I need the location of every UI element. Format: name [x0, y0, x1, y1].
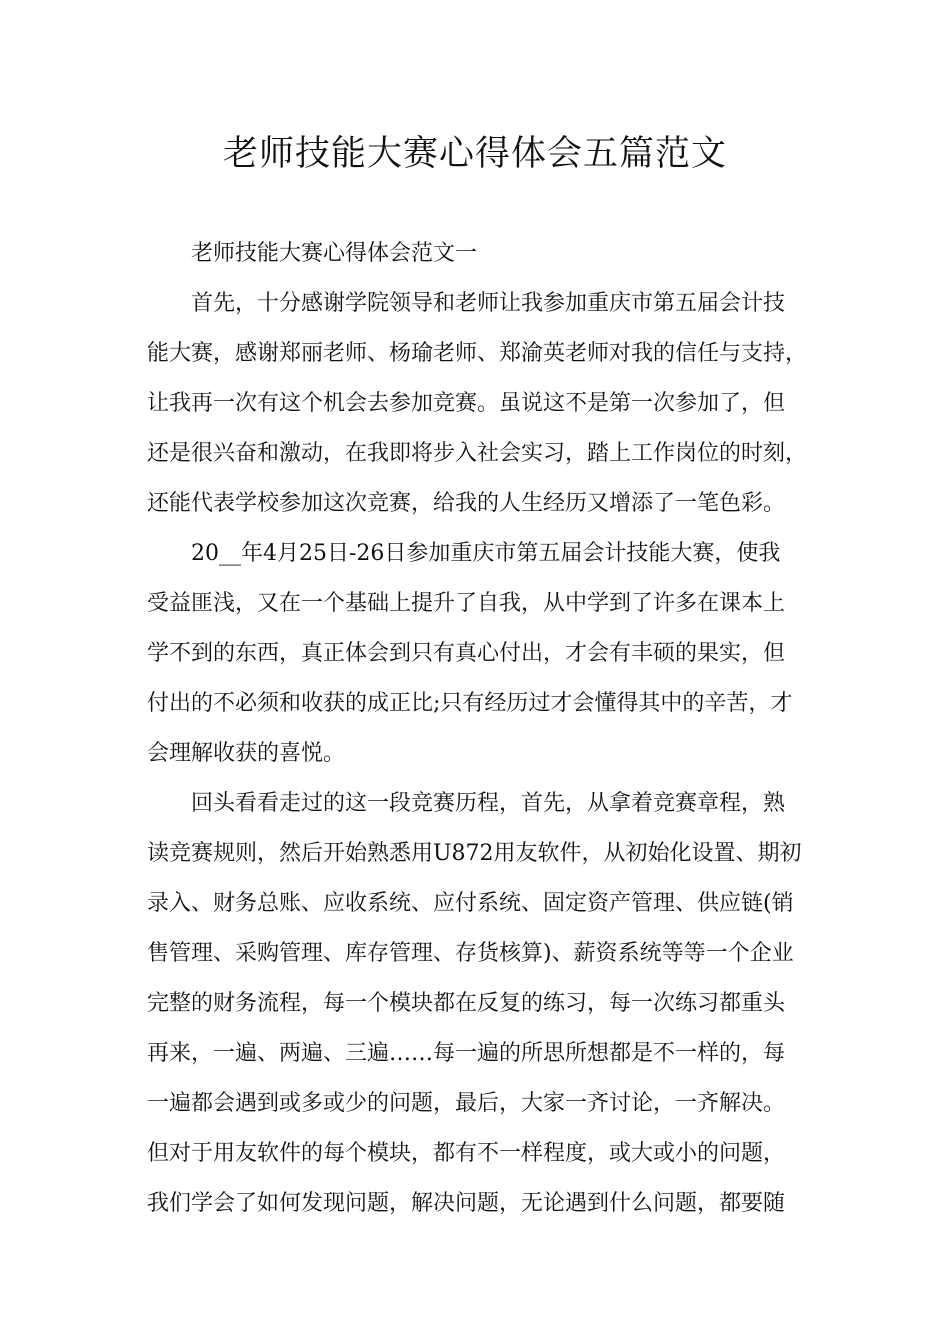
text-line: 回头看看走过的这一段竞赛历程，首先，从拿着竞赛章程，熟 [191, 791, 786, 816]
text-line: 能大赛，感谢郑丽老师、杨瑜老师、郑渝英老师对我的信任与支持， [147, 341, 808, 366]
text-line: 但对于用友软件的每个模块，都有不一样程度，或大或小的问题， [147, 1141, 786, 1166]
text-line: 20__年4月25日-26日参加重庆市第五届会计技能大赛，使我 [191, 541, 781, 566]
text-line: 再来，一遍、两遍、三遍……每一遍的所思所想都是不一样的，每 [147, 1041, 786, 1066]
text-line: 还能代表学校参加这次竞赛，给我的人生经历又增添了一笔色彩。 [147, 491, 786, 516]
text-line: 首先，十分感谢学院领导和老师让我参加重庆市第五届会计技 [191, 291, 786, 316]
text-line: 我们学会了如何发现问题，解决问题，无论遇到什么问题，都要随 [147, 1191, 786, 1216]
text-line: 售管理、采购管理、库存管理、存货核算)、薪资系统等等一个企业 [147, 941, 794, 966]
text-line: 学不到的东西，真正体会到只有真心付出，才会有丰硕的果实，但 [147, 641, 786, 666]
text-line: 受益匪浅，又在一个基础上提升了自我，从中学到了许多在课本上 [147, 591, 786, 616]
text-line: 录入、财务总账、应收系统、应付系统、固定资产管理、供应链(销 [147, 891, 794, 916]
text-line: 还是很兴奋和激动，在我即将步入社会实习，踏上工作岗位的时刻， [147, 441, 808, 466]
text-line: 读竞赛规则，然后开始熟悉用U872用友软件，从初始化设置、期初 [147, 841, 802, 866]
text-line: 老师技能大赛心得体会范文一 [191, 241, 478, 266]
text-line: 付出的不必须和收获的成正比;只有经历过才会懂得其中的辛苦，才 [147, 691, 793, 716]
page-title: 老师技能大赛心得体会五篇范文 [222, 134, 727, 174]
text-line: 完整的财务流程，每一个模块都在反复的练习，每一次练习都重头 [147, 991, 786, 1016]
text-line: 让我再一次有这个机会去参加竞赛。虽说这不是第一次参加了，但 [147, 391, 786, 416]
text-line: 会理解收获的喜悦。 [147, 741, 346, 766]
text-line: 一遍都会遇到或多或少的问题，最后，大家一齐讨论，一齐解决。 [147, 1091, 786, 1116]
